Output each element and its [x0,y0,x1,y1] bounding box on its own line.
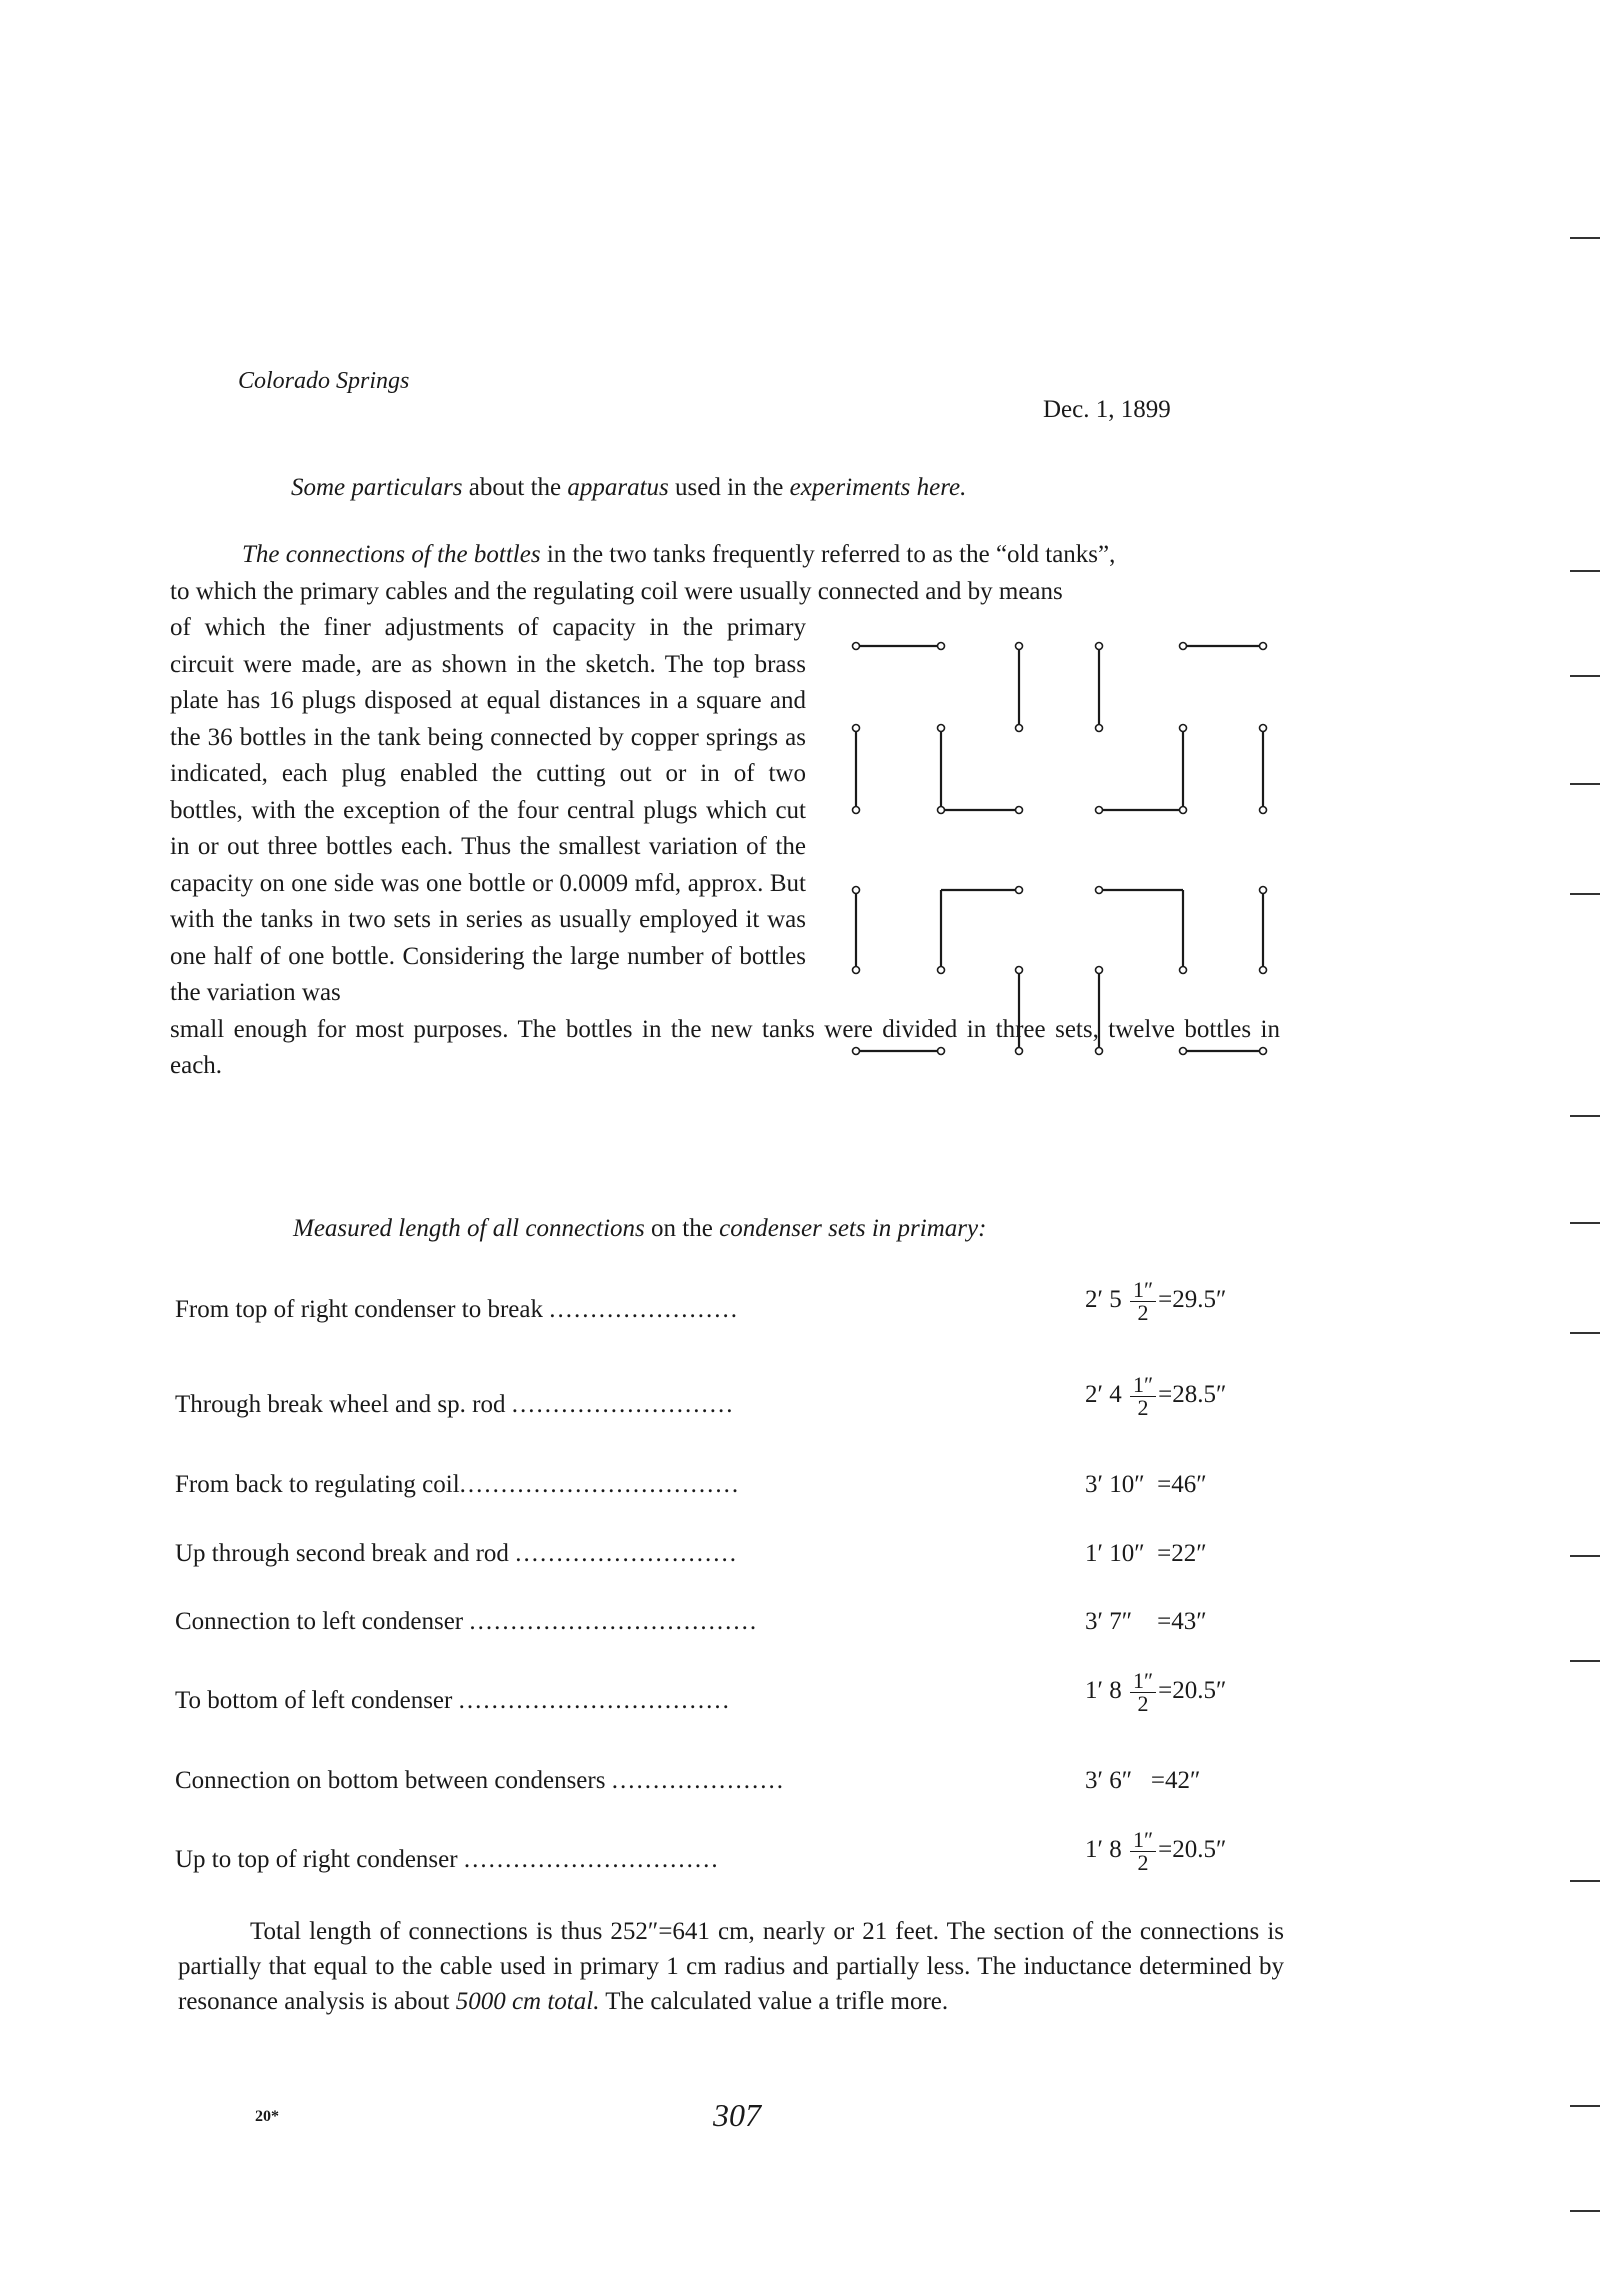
measurement-row [175,1445,1285,1505]
measurement-row [175,1365,1285,1425]
sketch-corner-upper-left [938,887,1023,974]
heading-part: about the [462,474,568,501]
measurement-value: 3′ 7″ =43″ [1085,1608,1207,1635]
page-edge-mark [1570,2210,1600,2212]
sketch-top-left-bar [853,643,945,650]
measurement-value: 3′ 10″ =46″ [1085,1471,1207,1498]
measurement-label: From top of right condenser to break ....................... [175,1296,739,1323]
measurement-label: Through break wheel and sp. rod ........................... [175,1391,735,1418]
page-edge-mark [1570,1880,1600,1882]
page-number: 307 [713,2097,761,2133]
measurement-value: 2′ 5 $\frac{1''}{2}$ =29.5″ [1085,1277,1227,1325]
date: Dec. 1, 1899 [1043,396,1171,423]
para-text: in the two tanks frequently referred to as the “old tanks”, [540,541,1116,568]
para-italic: 5000 cm total. [455,1988,600,2015]
sketch-top-mid-left-bar [1016,643,1023,732]
measurement-label: Connection on bottom between condensers ..................... [175,1767,785,1794]
page-edge-mark [1570,1115,1600,1117]
heading-part: Measured length of all connections [293,1215,645,1242]
sketch-right-col-lower [1260,887,1267,974]
page-edge-mark [1570,783,1600,785]
heading-part: used in the [668,474,790,501]
bottle-connection-sketch [843,628,1283,1058]
sketch-left-col-lower [853,887,860,974]
sketch-bottom-mid-right-bar [1096,967,1103,1055]
page-edge-mark [1570,2105,1600,2107]
sketch-top-mid-right-bar [1096,643,1103,732]
measurement-label: Up through second break and rod ........................... [175,1540,738,1567]
measurement-value: 1′ 8 $\frac{1''}{2}$ =20.5″ [1085,1668,1227,1716]
measurement-value: 1′ 10″ =22″ [1085,1540,1207,1567]
page-edge-mark [1570,1555,1600,1557]
sketch-bottom-mid-left-bar [1016,967,1023,1055]
page-edge-mark [1570,237,1600,239]
measurement-row [175,1270,1285,1330]
page-edge-mark [1570,1660,1600,1662]
italic-lead: The connections of the bottles [242,541,541,568]
measurement-label: To bottom of left condenser ................................. [175,1687,731,1714]
sketch-top-right-bar [1180,643,1267,650]
sketch-bottom-left-bar [853,1048,945,1055]
sketch-corner-lower-right [1096,725,1187,814]
page-edge-mark [1570,570,1600,572]
total-length-paragraph [178,1914,1284,2019]
sketch-left-col-upper [853,725,860,814]
measurement-label: Connection to left condenser ................................... [175,1608,759,1635]
heading-part: on the [644,1215,720,1242]
heading-part: experiments here. [789,474,967,501]
measurements-heading [293,1215,986,1243]
heading-part: condenser sets in primary: [719,1215,987,1242]
page-edge-mark [1570,893,1600,895]
para-text: The calculated value a trifle more. [599,1988,949,2015]
measurement-row [175,1582,1285,1642]
heading-part: apparatus [567,474,669,501]
para-tail-text: small enough for most purposes. The bottles in the new tanks were divided in three sets, twelve bottles in each. [170,1015,1280,1079]
measurement-label: Up to top of right condenser ............................... [175,1846,720,1873]
sketch-bottom-right-bar [1180,1048,1267,1055]
para-text: Total length of connections is thus 252″=641 cm, nearly or 21 feet. The section of the connections is partially that equal to the cable used in primary 1 cm radius and partially less. The inductance determined by resonance analysis is about [178,1918,1284,2015]
measurement-row [175,1820,1285,1880]
heading-part: Some particulars [291,474,463,501]
para-line [170,537,1280,574]
measurement-row [175,1741,1285,1801]
page-edge-mark [1570,1222,1600,1224]
para-wrapped-text: of which the finer adjustments of capacity in the primary circuit were made, are as shown in the sketch. The top brass plate has 16 plugs disposed at equal distances in a square and the 36 bottles in the tank being connected by copper springs as indicated, each plug enabled the cutting out or in of two bottles, with the exception of the four central plugs which cut in or out three bottles each. Thus the smallest variation of the capacity on one side was one bottle or 0.0009 mfd, approx. But with the tanks in two sets in series as usually employed it was one half of one bottle. Considering the large number of bottles the variation was [170,614,806,1006]
page-edge-mark [1570,675,1600,677]
section-heading [291,474,966,502]
measurement-value: 2′ 4 $\frac{1''}{2}$ =28.5″ [1085,1372,1227,1420]
sketch-corner-upper-right [1096,887,1187,974]
place-name: Colorado Springs [238,368,410,394]
measurement-label: From back to regulating coil.................................. [175,1471,741,1498]
para-line: to which the primary cables and the regulating coil were usually connected and by means [170,577,1063,605]
measurement-row [175,1514,1285,1574]
measurement-row [175,1661,1285,1721]
sketch-corner-lower-left [938,725,1023,814]
measurement-value: 3′ 6″ =42″ [1085,1767,1201,1794]
measurement-value: 1′ 8 $\frac{1''}{2}$ =20.5″ [1085,1827,1227,1875]
sketch-right-col-upper [1260,725,1267,814]
page-edge-mark [1570,1332,1600,1334]
signature-mark: 20* [255,2108,279,2125]
